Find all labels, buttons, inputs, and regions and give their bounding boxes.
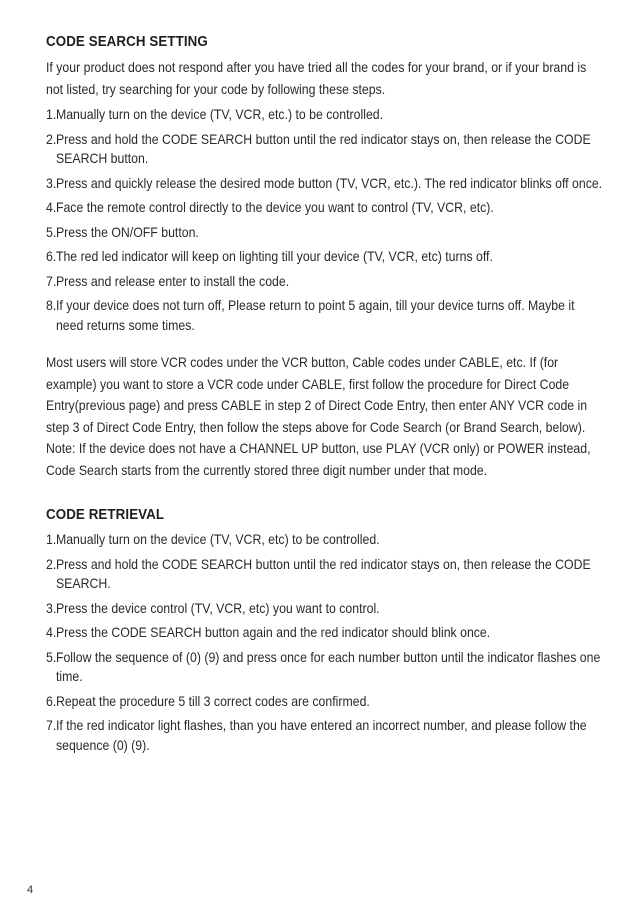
step-number: 3.: [46, 600, 57, 616]
step-text: Press the CODE SEARCH button again and the red indicator should blink once.: [55, 625, 491, 640]
step-number: 6.: [46, 249, 57, 264]
step-number: 5.: [46, 224, 57, 240]
step-text: Manually turn on the device (TV, VCR, etc.) to be controlled.: [55, 107, 384, 122]
step-text: Press and hold the CODE SEARCH button until the red indicator stays on, then release the CODE SEARCH.: [55, 556, 591, 591]
step-item: [46, 623, 604, 643]
step-number: 4.: [46, 200, 57, 215]
code-search-heading: CODE SEARCH SETTING: [46, 34, 208, 50]
step-number: 2.: [46, 556, 57, 572]
step-item: [46, 247, 604, 267]
step-text: If the red indicator light flashes, than you have entered an incorrect number, and please follow the sequence (0) (9).: [55, 718, 587, 753]
step-number: 7.: [46, 718, 57, 733]
step-number: 1.: [46, 532, 57, 547]
step-item: [46, 692, 604, 712]
step-item: [46, 130, 604, 169]
step-text: Press the device control (TV, VCR, etc) you want to control.: [55, 600, 380, 616]
code-retrieval-steps: [46, 530, 601, 755]
step-item: [46, 530, 604, 550]
step-text: Press the ON/OFF button.: [55, 224, 199, 240]
step-item: [46, 716, 604, 755]
code-retrieval-heading: CODE RETRIEVAL: [46, 507, 165, 523]
step-number: 7.: [46, 273, 57, 289]
step-number: 3.: [46, 175, 57, 191]
code-search-steps: [46, 105, 603, 335]
step-item: [46, 198, 604, 218]
step-text: Repeat the procedure 5 till 3 correct codes are confirmed.: [55, 693, 370, 709]
step-text: Press and hold the CODE SEARCH button until the red indicator stays on, then release the CODE SEARCH button.: [55, 131, 591, 166]
code-retrieval-section: [46, 507, 601, 755]
step-item: [46, 599, 604, 619]
step-item: [46, 296, 604, 335]
step-number: 4.: [46, 625, 57, 640]
step-item: [46, 272, 604, 292]
step-text: Press and release enter to install the code.: [55, 273, 290, 289]
step-text: If your device does not turn off, Please return to point 5 again, till your device turns off. Maybe it need returns some times.: [55, 298, 575, 333]
code-search-note-paragraph: Most users will store VCR codes under the VCR button, Cable codes under CABLE, etc. If (for example) you want to store a VCR code under CABLE, first follow the procedure for Direct Code Entry(previous page) and press CABLE in step 2 of Direct Code Entry, then enter ANY VCR code in step 3 of Direct Code Entry, then follow the steps above for Code Search (or Brand Search, below). Note: If the device does not have a CHANNEL UP button, use PLAY (VCR only) or POWER instead, Code Search starts from the currently stored three digit number under that mode.: [46, 355, 591, 478]
step-item: [46, 555, 604, 594]
step-item: [46, 174, 604, 194]
step-item: [46, 105, 604, 125]
code-search-intro: If your product does not respond after you have tried all the codes for your brand, or if your brand is not listed, try searching for your code by following these steps.: [46, 60, 587, 97]
step-number: 8.: [46, 298, 57, 313]
step-number: 2.: [46, 131, 57, 147]
step-number: 5.: [46, 649, 57, 665]
manual-page: [46, 34, 603, 760]
page-number: 4: [27, 884, 34, 896]
code-search-section: [46, 34, 603, 481]
step-number: 6.: [46, 693, 57, 709]
step-text: Face the remote control directly to the device you want to control (TV, VCR, etc).: [55, 200, 494, 215]
step-text: The red led indicator will keep on lighting till your device (TV, VCR, etc) turns off.: [55, 249, 493, 264]
step-item: [46, 223, 604, 243]
step-text: Manually turn on the device (TV, VCR, etc) to be controlled.: [55, 532, 380, 547]
step-text: Press and quickly release the desired mode button (TV, VCR, etc.). The red indicator blinks off once.: [55, 175, 603, 191]
step-number: 1.: [46, 107, 57, 122]
step-item: [46, 648, 604, 687]
step-text: Follow the sequence of (0) (9) and press once for each number button until the indicator flashes one time.: [55, 649, 601, 684]
